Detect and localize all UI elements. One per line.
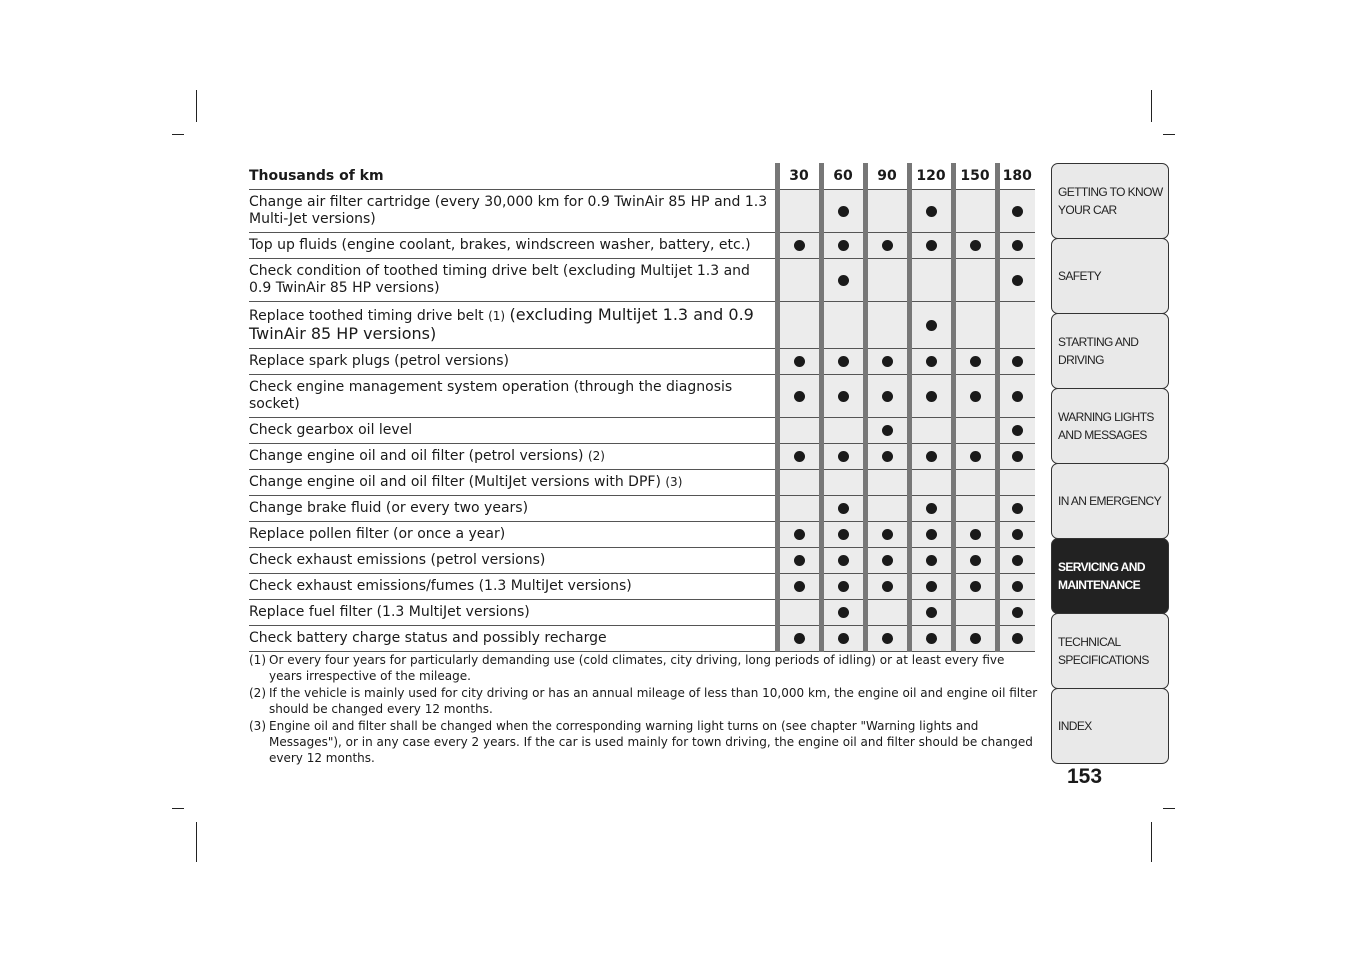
tab-label: SERVICING AND MAINTENANCE	[1058, 560, 1145, 592]
table-header-row	[249, 163, 1035, 190]
interval-cell-180	[997, 444, 1035, 470]
interval-cell-150	[953, 444, 997, 470]
interval-cell-60	[821, 574, 865, 600]
footnote-number: (2)	[249, 686, 266, 700]
interval-cell-120	[909, 626, 953, 652]
interval-cell-90	[865, 470, 909, 496]
tab-warning-lights-and-messages[interactable]	[1051, 388, 1169, 464]
table-row	[249, 600, 1035, 626]
interval-cell-30	[777, 548, 821, 574]
header-km-150: 150	[953, 163, 997, 190]
header-km-180: 180	[997, 163, 1035, 190]
interval-cell-120	[909, 302, 953, 349]
operation-text: Change air filter cartridge (every 30,000 km for 0.9 TwinAir 85 HP and 1.3 Multi-Jet versions)	[249, 194, 768, 227]
service-operation	[249, 470, 777, 496]
footnote-ref: (1)	[488, 309, 506, 323]
interval-cell-180	[997, 522, 1035, 548]
scheduled-dot-icon	[1012, 451, 1023, 462]
footnote-ref: (3)	[665, 475, 683, 489]
scheduled-dot-icon	[1012, 391, 1023, 402]
table-row	[249, 418, 1035, 444]
table-row	[249, 302, 1035, 349]
crop-mark	[172, 808, 184, 809]
interval-cell-150	[953, 522, 997, 548]
interval-cell-90	[865, 522, 909, 548]
interval-cell-30	[777, 600, 821, 626]
header-km-60: 60	[821, 163, 865, 190]
scheduled-dot-icon	[794, 240, 805, 251]
tab-technical-specifications[interactable]	[1051, 613, 1169, 689]
scheduled-dot-icon	[882, 529, 893, 540]
table-row	[249, 574, 1035, 600]
interval-cell-120	[909, 574, 953, 600]
footnote	[249, 652, 1039, 684]
tab-getting-to-know-your-car[interactable]	[1051, 163, 1169, 239]
interval-cell-30	[777, 302, 821, 349]
operation-text: Change brake fluid (or every two years)	[249, 500, 529, 516]
table-row	[249, 470, 1035, 496]
footnotes	[249, 652, 1039, 767]
scheduled-dot-icon	[970, 555, 981, 566]
table-row	[249, 233, 1035, 259]
tab-servicing-and-maintenance[interactable]	[1051, 538, 1169, 614]
scheduled-dot-icon	[926, 240, 937, 251]
interval-cell-60	[821, 522, 865, 548]
interval-cell-30	[777, 496, 821, 522]
scheduled-dot-icon	[882, 356, 893, 367]
interval-cell-60	[821, 548, 865, 574]
tab-label: WARNING LIGHTS AND MESSAGES	[1058, 410, 1154, 442]
interval-cell-60	[821, 600, 865, 626]
scheduled-dot-icon	[1012, 503, 1023, 514]
interval-cell-120	[909, 470, 953, 496]
scheduled-dot-icon	[882, 391, 893, 402]
interval-cell-180	[997, 375, 1035, 418]
header-thousands-km: Thousands of km	[249, 163, 777, 190]
crop-mark	[1151, 822, 1152, 862]
table-row	[249, 349, 1035, 375]
interval-cell-180	[997, 418, 1035, 444]
scheduled-dot-icon	[926, 320, 937, 331]
operation-text: Change engine oil and oil filter (petrol versions)	[249, 448, 584, 464]
scheduled-dot-icon	[794, 555, 805, 566]
interval-cell-180	[997, 548, 1035, 574]
footnote-text: If the vehicle is mainly used for city driving or has an annual mileage of less than 10,000 km, the engine oil and engine oil filter should be changed every 12 months.	[269, 686, 1038, 716]
interval-cell-30	[777, 522, 821, 548]
operation-text: Replace pollen filter (or once a year)	[249, 526, 506, 542]
scheduled-dot-icon	[970, 451, 981, 462]
scheduled-dot-icon	[838, 555, 849, 566]
scheduled-dot-icon	[970, 529, 981, 540]
interval-cell-120	[909, 190, 953, 233]
operation-text: Check condition of toothed timing drive belt (excluding Multijet 1.3 and 0.9 TwinAir 85 HP versions)	[249, 263, 750, 296]
scheduled-dot-icon	[882, 240, 893, 251]
operation-text: Check exhaust emissions (petrol versions)	[249, 552, 546, 568]
scheduled-dot-icon	[838, 607, 849, 618]
maintenance-table	[249, 163, 1035, 652]
page-number: 153	[1066, 765, 1103, 788]
interval-cell-90	[865, 574, 909, 600]
interval-cell-60	[821, 470, 865, 496]
scheduled-dot-icon	[794, 356, 805, 367]
table-row	[249, 444, 1035, 470]
scheduled-dot-icon	[838, 275, 849, 286]
table-row	[249, 375, 1035, 418]
scheduled-dot-icon	[926, 633, 937, 644]
operation-text: Check battery charge status and possibly recharge	[249, 630, 607, 646]
interval-cell-180	[997, 190, 1035, 233]
service-operation	[249, 522, 777, 548]
tab-label: IN AN EMERGENCY	[1058, 494, 1162, 508]
interval-cell-90	[865, 375, 909, 418]
interval-cell-180	[997, 259, 1035, 302]
scheduled-dot-icon	[838, 633, 849, 644]
crop-mark	[1163, 134, 1175, 135]
interval-cell-90	[865, 496, 909, 522]
scheduled-dot-icon	[882, 581, 893, 592]
interval-cell-30	[777, 574, 821, 600]
interval-cell-60	[821, 496, 865, 522]
service-operation	[249, 574, 777, 600]
interval-cell-60	[821, 259, 865, 302]
service-operation	[249, 259, 777, 302]
footnote	[249, 718, 1039, 766]
scheduled-dot-icon	[882, 633, 893, 644]
tab-label: INDEX	[1058, 719, 1092, 733]
interval-cell-90	[865, 302, 909, 349]
header-km-30: 30	[777, 163, 821, 190]
service-operation	[249, 418, 777, 444]
scheduled-dot-icon	[1012, 555, 1023, 566]
interval-cell-120	[909, 233, 953, 259]
service-operation	[249, 349, 777, 375]
interval-cell-60	[821, 349, 865, 375]
scheduled-dot-icon	[794, 633, 805, 644]
interval-cell-90	[865, 190, 909, 233]
interval-cell-150	[953, 375, 997, 418]
scheduled-dot-icon	[794, 451, 805, 462]
interval-cell-150	[953, 302, 997, 349]
service-operation	[249, 190, 777, 233]
interval-cell-60	[821, 375, 865, 418]
table-row	[249, 190, 1035, 233]
table-row	[249, 259, 1035, 302]
scheduled-dot-icon	[838, 451, 849, 462]
tab-label: TECHNICAL SPECIFICATIONS	[1058, 635, 1149, 667]
interval-cell-90	[865, 233, 909, 259]
interval-cell-150	[953, 259, 997, 302]
operation-text: Replace toothed timing drive belt	[249, 308, 484, 324]
interval-cell-150	[953, 418, 997, 444]
scheduled-dot-icon	[1012, 206, 1023, 217]
table-row	[249, 626, 1035, 652]
operation-text: Replace fuel filter (1.3 MultiJet versions)	[249, 604, 530, 620]
scheduled-dot-icon	[882, 451, 893, 462]
crop-mark	[196, 90, 197, 122]
scheduled-dot-icon	[926, 607, 937, 618]
interval-cell-120	[909, 496, 953, 522]
service-operation	[249, 233, 777, 259]
interval-cell-30	[777, 259, 821, 302]
interval-cell-150	[953, 626, 997, 652]
interval-cell-180	[997, 349, 1035, 375]
scheduled-dot-icon	[926, 503, 937, 514]
scheduled-dot-icon	[970, 581, 981, 592]
crop-mark	[196, 822, 197, 862]
interval-cell-90	[865, 349, 909, 375]
tab-in-an-emergency[interactable]	[1051, 463, 1169, 539]
interval-cell-150	[953, 574, 997, 600]
footnote-number: (3)	[249, 719, 266, 733]
interval-cell-150	[953, 190, 997, 233]
interval-cell-150	[953, 349, 997, 375]
scheduled-dot-icon	[882, 555, 893, 566]
service-operation	[249, 496, 777, 522]
interval-cell-150	[953, 548, 997, 574]
scheduled-dot-icon	[926, 581, 937, 592]
interval-cell-120	[909, 375, 953, 418]
scheduled-dot-icon	[970, 391, 981, 402]
service-operation	[249, 375, 777, 418]
operation-text: Top up fluids (engine coolant, brakes, windscreen washer, battery, etc.)	[249, 237, 751, 253]
scheduled-dot-icon	[838, 503, 849, 514]
interval-cell-30	[777, 418, 821, 444]
scheduled-dot-icon	[1012, 275, 1023, 286]
interval-cell-90	[865, 600, 909, 626]
scheduled-dot-icon	[970, 240, 981, 251]
interval-cell-120	[909, 522, 953, 548]
operation-text: Replace spark plugs (petrol versions)	[249, 353, 510, 369]
interval-cell-30	[777, 626, 821, 652]
interval-cell-30	[777, 190, 821, 233]
interval-cell-60	[821, 418, 865, 444]
scheduled-dot-icon	[838, 581, 849, 592]
scheduled-dot-icon	[1012, 425, 1023, 436]
scheduled-dot-icon	[926, 451, 937, 462]
interval-cell-150	[953, 470, 997, 496]
tab-index[interactable]	[1051, 688, 1169, 764]
crop-mark	[1163, 808, 1175, 809]
interval-cell-60	[821, 190, 865, 233]
interval-cell-120	[909, 600, 953, 626]
interval-cell-60	[821, 444, 865, 470]
interval-cell-120	[909, 548, 953, 574]
interval-cell-180	[997, 302, 1035, 349]
operation-text: Check gearbox oil level	[249, 422, 413, 438]
interval-cell-150	[953, 233, 997, 259]
interval-cell-120	[909, 444, 953, 470]
interval-cell-30	[777, 233, 821, 259]
footnote-ref: (2)	[587, 449, 605, 463]
scheduled-dot-icon	[1012, 607, 1023, 618]
footnote	[249, 685, 1039, 717]
operation-text: Change engine oil and oil filter (MultiJet versions with DPF)	[249, 474, 661, 490]
interval-cell-180	[997, 496, 1035, 522]
interval-cell-90	[865, 548, 909, 574]
scheduled-dot-icon	[838, 240, 849, 251]
interval-cell-120	[909, 259, 953, 302]
interval-cell-180	[997, 574, 1035, 600]
interval-cell-30	[777, 349, 821, 375]
scheduled-dot-icon	[794, 581, 805, 592]
scheduled-dot-icon	[1012, 356, 1023, 367]
service-operation	[249, 626, 777, 652]
service-operation	[249, 444, 777, 470]
interval-cell-150	[953, 600, 997, 626]
service-operation	[249, 548, 777, 574]
service-operation	[249, 302, 777, 349]
table-row	[249, 522, 1035, 548]
interval-cell-120	[909, 349, 953, 375]
scheduled-dot-icon	[926, 356, 937, 367]
interval-cell-150	[953, 496, 997, 522]
header-km-120: 120	[909, 163, 953, 190]
footnote-text: Or every four years for particularly demanding use (cold climates, city driving, long periods of idling) or at least every five years irrespective of the mileage.	[269, 653, 1005, 683]
scheduled-dot-icon	[1012, 633, 1023, 644]
table-row	[249, 496, 1035, 522]
interval-cell-30	[777, 375, 821, 418]
operation-extra-text: (excluding Multijet 1.3 and 0.9 TwinAir 85 HP versions)	[249, 305, 754, 343]
interval-cell-120	[909, 418, 953, 444]
scheduled-dot-icon	[970, 356, 981, 367]
interval-cell-90	[865, 418, 909, 444]
tab-safety[interactable]	[1051, 238, 1169, 314]
scheduled-dot-icon	[1012, 529, 1023, 540]
footnote-text: Engine oil and filter shall be changed when the corresponding warning light turns on (see chapter "Warning lights and Messages"), or in any case every 2 years. If the car is used mainly for town driving, the engine oil and filter should be changed every 12 months.	[269, 719, 1033, 765]
tab-starting-and-driving[interactable]	[1051, 313, 1169, 389]
scheduled-dot-icon	[926, 529, 937, 540]
scheduled-dot-icon	[926, 555, 937, 566]
scheduled-dot-icon	[1012, 581, 1023, 592]
tab-label: GETTING TO KNOW YOUR CAR	[1058, 185, 1163, 217]
chapter-tabs	[1051, 163, 1169, 763]
scheduled-dot-icon	[838, 356, 849, 367]
scheduled-dot-icon	[838, 529, 849, 540]
header-km-90: 90	[865, 163, 909, 190]
scheduled-dot-icon	[926, 206, 937, 217]
crop-mark	[172, 134, 184, 135]
interval-cell-180	[997, 600, 1035, 626]
scheduled-dot-icon	[970, 633, 981, 644]
crop-mark	[1151, 90, 1152, 122]
scheduled-dot-icon	[794, 529, 805, 540]
interval-cell-180	[997, 470, 1035, 496]
service-operation	[249, 600, 777, 626]
scheduled-dot-icon	[926, 391, 937, 402]
maintenance-schedule	[249, 163, 1035, 652]
interval-cell-90	[865, 626, 909, 652]
interval-cell-60	[821, 626, 865, 652]
scheduled-dot-icon	[838, 391, 849, 402]
tab-label: SAFETY	[1058, 269, 1102, 283]
operation-text: Check engine management system operation (through the diagnosis socket)	[249, 379, 733, 412]
interval-cell-180	[997, 233, 1035, 259]
interval-cell-90	[865, 444, 909, 470]
footnote-number: (1)	[249, 653, 266, 667]
tab-label: STARTING AND DRIVING	[1058, 335, 1139, 367]
interval-cell-30	[777, 470, 821, 496]
scheduled-dot-icon	[794, 391, 805, 402]
interval-cell-180	[997, 626, 1035, 652]
scheduled-dot-icon	[1012, 240, 1023, 251]
interval-cell-60	[821, 302, 865, 349]
scheduled-dot-icon	[882, 425, 893, 436]
interval-cell-30	[777, 444, 821, 470]
scheduled-dot-icon	[838, 206, 849, 217]
operation-text: Check exhaust emissions/fumes (1.3 MultiJet versions)	[249, 578, 632, 594]
table-row	[249, 548, 1035, 574]
interval-cell-90	[865, 259, 909, 302]
interval-cell-60	[821, 233, 865, 259]
